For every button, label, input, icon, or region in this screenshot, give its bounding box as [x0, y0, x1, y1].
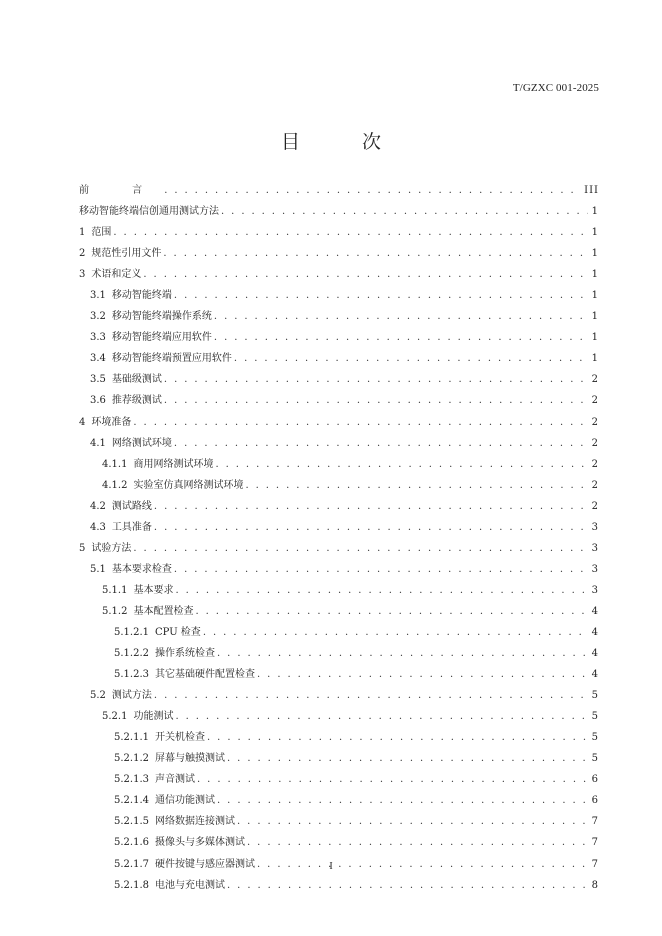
toc-entry-title: 范围 [91, 227, 112, 239]
toc-entry-number: 3 [79, 269, 86, 281]
toc-entry-number: 5.2.1 [102, 711, 128, 723]
toc-entry-page: 6 [591, 795, 599, 807]
toc-entry-page: 4 [591, 626, 599, 638]
toc-entry-number: 5.2.1.1 [114, 732, 149, 744]
toc-dot-leader [154, 496, 588, 517]
toc-entry-heading [90, 390, 162, 411]
toc-entry-page: 1 [591, 353, 599, 365]
toc-entry-page: 2 [591, 458, 599, 470]
toc-entry-title: 移动智能终端操作系统 [111, 311, 212, 323]
toc-entry-title: 基本要求检查 [111, 563, 172, 575]
toc-entry-page: 1 [591, 290, 599, 302]
toc-entry-title: 试验方法 [91, 542, 132, 554]
toc-entry-number: 5.2.1.5 [114, 816, 149, 828]
toc-entry-title: 基础级测试 [111, 374, 162, 386]
toc-entry-heading [114, 832, 245, 853]
toc-dot-leader [133, 412, 587, 433]
toc-entry-page: 1 [591, 206, 599, 218]
toc-entry[interactable] [79, 832, 599, 853]
toc-dot-leader [175, 706, 587, 727]
toc-dot-leader [214, 327, 588, 348]
toc-dot-leader [164, 369, 588, 390]
toc-entry-heading [114, 748, 225, 769]
toc-entry[interactable] [79, 222, 599, 243]
toc-entry-heading [79, 538, 131, 559]
toc-entry-number: 3.1 [90, 290, 106, 302]
toc-entry[interactable] [79, 517, 599, 538]
toc-entry-title: 测试路线 [111, 500, 152, 512]
toc-entry-page: 2 [591, 500, 599, 512]
toc-entry-number: 3.3 [90, 332, 106, 344]
toc-entry-heading [102, 580, 173, 601]
toc-dot-leader [175, 580, 587, 601]
toc-entry-number: 5.2.1.2 [114, 753, 149, 765]
table-of-contents [79, 180, 599, 896]
toc-entry[interactable] [79, 201, 599, 222]
toc-entry[interactable] [79, 348, 599, 369]
toc-entry-number: 3.5 [90, 374, 106, 386]
toc-entry-heading [102, 454, 213, 475]
toc-entry-page: 6 [591, 774, 599, 786]
toc-entry-title: 推荐级测试 [111, 395, 162, 407]
toc-entry-number: 5.2.1.7 [114, 858, 149, 870]
toc-entry-page: 1 [591, 248, 599, 260]
toc-entry[interactable] [79, 243, 599, 264]
toc-entry-number: 4 [79, 416, 86, 428]
toc-entry-title: 其它基础硬件配置检查 [155, 669, 255, 681]
toc-entry[interactable] [79, 475, 599, 496]
toc-entry-heading [79, 201, 219, 222]
toc-entry-title: 通信功能测试 [155, 795, 215, 807]
toc-entry-page: 5 [591, 690, 599, 702]
toc-entry-page: 1 [591, 227, 599, 239]
toc-entry[interactable] [79, 390, 599, 411]
toc-entry-title: 规范性引用文件 [91, 248, 162, 260]
toc-entry-heading [102, 706, 173, 727]
toc-dot-leader [154, 685, 588, 706]
toc-entry-heading [114, 664, 255, 685]
toc-entry-page: 2 [591, 395, 599, 407]
toc-entry-page: 7 [591, 816, 599, 828]
toc-entry-heading [79, 264, 141, 285]
toc-entry[interactable] [79, 327, 599, 348]
toc-entry-heading [114, 622, 201, 643]
toc-entry[interactable] [79, 306, 599, 327]
toc-entry[interactable] [79, 706, 599, 727]
toc-entry-title: 硬件按键与感应器测试 [155, 858, 255, 870]
toc-entry-number: 5 [79, 542, 86, 554]
toc-entry-number: 4.2 [90, 500, 106, 512]
toc-entry-number: 5.1.2.3 [114, 669, 149, 681]
toc-entry-page: 2 [591, 479, 599, 491]
toc-entry-number: 3.2 [90, 311, 106, 323]
toc-entry-number: 4.1.1 [102, 458, 128, 470]
toc-dot-leader [164, 390, 588, 411]
toc-entry[interactable] [79, 454, 599, 475]
toc-entry[interactable] [79, 790, 599, 811]
toc-entry-title: 前 言 [79, 185, 163, 196]
toc-entry-heading [102, 601, 193, 622]
toc-entry-heading [114, 643, 215, 664]
toc-entry-title: 摄像头与多媒体测试 [155, 837, 245, 849]
toc-dot-leader [164, 180, 580, 201]
toc-entry[interactable] [79, 811, 599, 832]
toc-entry-page: 5 [591, 753, 599, 765]
toc-entry-number: 5.1.2.2 [114, 648, 149, 660]
toc-entry[interactable] [79, 727, 599, 748]
toc-entry-number: 4.1 [90, 437, 106, 449]
toc-dot-leader [174, 285, 588, 306]
toc-entry[interactable] [79, 412, 599, 433]
toc-entry-heading [79, 412, 131, 433]
toc-entry-heading [90, 306, 212, 327]
toc-entry-page: 2 [591, 416, 599, 428]
toc-entry-page: 1 [591, 332, 599, 344]
toc-dot-leader [154, 517, 588, 538]
toc-dot-leader [227, 748, 588, 769]
toc-entry-heading [90, 433, 172, 454]
toc-entry-number: 3.6 [90, 395, 106, 407]
toc-entry-page: 2 [591, 374, 599, 386]
toc-entry[interactable] [79, 748, 599, 769]
toc-entry[interactable] [79, 433, 599, 454]
toc-entry-page: 5 [591, 732, 599, 744]
toc-entry-heading [102, 475, 243, 496]
toc-entry[interactable] [79, 180, 599, 201]
toc-entry-number: 1 [79, 227, 86, 239]
toc-entry[interactable] [79, 538, 599, 559]
toc-entry-title: 术语和定义 [91, 269, 142, 281]
toc-entry-number: 4.1.2 [102, 479, 128, 491]
toc-entry-heading [90, 348, 232, 369]
toc-entry-number: 5.1 [90, 563, 106, 575]
toc-dot-leader [234, 348, 588, 369]
toc-dot-leader [215, 454, 587, 475]
toc-entry-page: 3 [591, 584, 599, 596]
toc-entry-page: 4 [591, 605, 599, 617]
toc-dot-leader [203, 622, 588, 643]
toc-entry-heading [114, 727, 205, 748]
toc-dot-leader [214, 306, 588, 327]
toc-entry-title: 环境准备 [91, 416, 132, 428]
toc-dot-leader [217, 643, 588, 664]
page-number: I [329, 861, 333, 872]
toc-entry-number: 5.1.1 [102, 584, 128, 596]
toc-dot-leader [195, 601, 587, 622]
toc-entry-heading [90, 369, 162, 390]
toc-entry-number: 5.2.1.3 [114, 774, 149, 786]
toc-entry-title: 网络测试环境 [111, 437, 172, 449]
toc-dot-leader [227, 875, 588, 896]
toc-entry[interactable] [79, 685, 599, 706]
toc-entry[interactable] [79, 875, 599, 896]
toc-dot-leader [174, 559, 588, 580]
toc-entry-number: 2 [79, 248, 86, 260]
toc-entry-title: 声音测试 [155, 774, 195, 786]
toc-dot-leader [247, 832, 588, 853]
toc-entry[interactable] [79, 769, 599, 790]
toc-dot-leader [217, 790, 588, 811]
toc-entry-heading [90, 685, 152, 706]
toc-entry[interactable] [79, 643, 599, 664]
toc-entry-title: CPU 检查 [155, 626, 201, 638]
toc-entry-heading [114, 875, 225, 896]
toc-entry-page: 3 [591, 521, 599, 533]
toc-entry-title: 测试方法 [111, 690, 152, 702]
toc-dot-leader [245, 475, 587, 496]
toc-entry-title: 基本配置检查 [133, 605, 194, 617]
toc-entry-title: 基本要求 [133, 584, 174, 596]
toc-entry-title: 实验室仿真网络测试环境 [133, 479, 244, 491]
toc-dot-leader [197, 769, 588, 790]
toc-entry-number: 5.2.1.6 [114, 837, 149, 849]
toc-entry-page: 5 [591, 711, 599, 723]
toc-entry-page: 8 [591, 879, 599, 891]
toc-entry-heading [90, 285, 172, 306]
toc-entry[interactable] [79, 580, 599, 601]
toc-entry-title: 屏幕与触摸测试 [155, 753, 225, 765]
toc-entry-page: 4 [591, 648, 599, 660]
toc-entry-page: 7 [591, 858, 599, 870]
toc-entry-number: 5.2.1.4 [114, 795, 149, 807]
toc-entry-page: 3 [591, 563, 599, 575]
toc-entry-number: 5.2.1.8 [114, 879, 149, 891]
toc-entry-page: 4 [591, 669, 599, 681]
toc-entry-title: 功能测试 [133, 711, 174, 723]
toc-entry-title: 商用网络测试环境 [133, 458, 214, 470]
toc-entry-page: 3 [591, 542, 599, 554]
toc-entry-heading [90, 517, 152, 538]
toc-entry-heading [79, 222, 111, 243]
toc-entry-heading [114, 790, 215, 811]
toc-entry-title: 工具准备 [111, 521, 152, 533]
toc-entry-number: 4.3 [90, 521, 106, 533]
toc-entry-title: 开关机检查 [155, 732, 205, 744]
toc-dot-leader [257, 664, 588, 685]
toc-entry-heading [90, 496, 152, 517]
toc-entry-page: III [584, 185, 599, 196]
toc-entry-title: 移动智能终端应用软件 [111, 332, 212, 344]
toc-entry-page: 1 [591, 269, 599, 281]
toc-entry[interactable] [79, 559, 599, 580]
toc-dot-leader [163, 243, 587, 264]
toc-entry[interactable] [79, 496, 599, 517]
toc-dot-leader [237, 811, 588, 832]
toc-entry[interactable] [79, 601, 599, 622]
toc-entry-title: 操作系统检查 [155, 648, 215, 660]
toc-entry-number: 5.1.2 [102, 605, 128, 617]
document-code: T/GZXC 001-2025 [512, 82, 599, 94]
toc-dot-leader [133, 538, 587, 559]
toc-entry-title: 移动智能终端 [111, 290, 172, 302]
toc-entry-heading [114, 811, 235, 832]
toc-entry-page: 7 [591, 837, 599, 849]
toc-entry-title: 电池与充电测试 [155, 879, 225, 891]
toc-entry[interactable] [79, 622, 599, 643]
toc-entry-number: 5.1.2.1 [114, 626, 149, 638]
page-title: 目 次 [280, 131, 410, 153]
toc-dot-leader [143, 264, 587, 285]
toc-entry-heading [114, 769, 195, 790]
toc-dot-leader [174, 433, 588, 454]
toc-entry-heading [90, 559, 172, 580]
toc-entry[interactable] [79, 369, 599, 390]
toc-entry-heading [79, 243, 161, 264]
toc-dot-leader [207, 727, 588, 748]
toc-dot-leader [221, 201, 588, 222]
toc-entry-page: 2 [591, 437, 599, 449]
toc-entry-heading [79, 180, 162, 201]
toc-entry-number: 5.2 [90, 690, 106, 702]
toc-entry[interactable] [79, 285, 599, 306]
toc-entry[interactable] [79, 264, 599, 285]
toc-entry-page: 1 [591, 311, 599, 323]
toc-entry[interactable] [79, 664, 599, 685]
toc-entry-title: 移动智能终端预置应用软件 [111, 353, 232, 365]
toc-entry-title: 网络数据连接测试 [155, 816, 235, 828]
toc-entry-title: 移动智能终端信创通用测试方法 [79, 206, 219, 218]
toc-entry-heading [90, 327, 212, 348]
toc-entry-number: 3.4 [90, 353, 106, 365]
toc-dot-leader [113, 222, 587, 243]
